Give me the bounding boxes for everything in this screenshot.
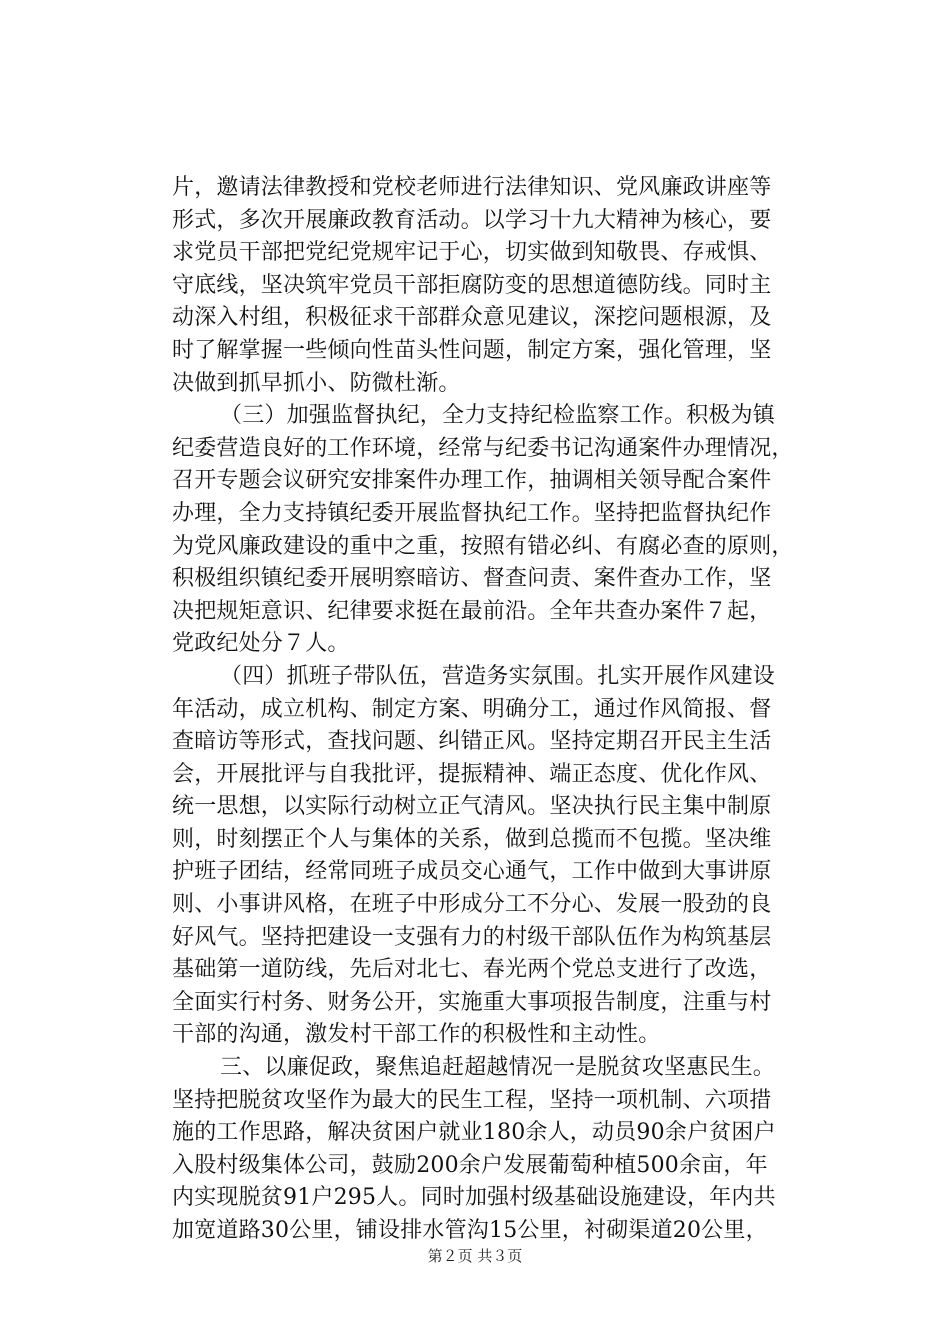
text-line: 施的工作思路，解决贫困户就业180余人，动员90余户贫困户 (172, 1120, 776, 1146)
text-line: 为党风廉政建设的重中之重，按照有错必纠、有腐必查的原则， (172, 533, 794, 559)
paragraph-start-line: （三）加强监督执纪，全力支持纪检监察工作。积极为镇 (220, 403, 776, 429)
body-text (172, 172, 796, 1248)
text-line: 片，邀请法律教授和党校老师进行法律知识、党风廉政讲座等 (172, 175, 772, 200)
text-line: 加宽道路30公里，铺设排水管沟15公里，衬砌渠道20公里， (172, 1218, 768, 1243)
text-line: 内实现脱贫91户295人。同时加强村级基础设施建设，年内共 (172, 1185, 776, 1211)
text-line: 基础第一道防线，先后对北七、春光两个党总支进行了改选， (172, 957, 772, 983)
paragraph-start-line: 三、以廉促政，聚焦追赶超越情况一是脱贫攻坚惠民生。 (220, 1055, 776, 1081)
text-line: 办理，全力支持镇纪委开展监督执纪工作。坚持把监督执纪作 (172, 500, 772, 526)
text-line: 则、小事讲风格，在班子中形成分工不分心、发展一股劲的良 (172, 892, 772, 918)
text-line: 守底线，坚决筑牢党员干部拒腐防变的思想道德防线。同时主 (172, 272, 772, 298)
text-line: 则，时刻摆正个人与集体的关系，做到总揽而不包揽。坚决维 (172, 826, 772, 852)
text-line: 好风气。坚持把建设一支强有力的村级干部队伍作为构筑基层 (172, 924, 772, 950)
text-line: 全面实行村务、财务公开，实施重大事项报告制度，注重与村 (172, 989, 772, 1015)
text-line: 形式，多次开展廉政教育活动。以学习十九大精神为核心，要 (172, 207, 772, 233)
text-line: 坚持把脱贫攻坚作为最大的民生工程，坚持一项机制、六项措 (172, 1087, 772, 1113)
text-line: 会，开展批评与自我批评，提振精神、端正态度、优化作风、 (172, 761, 772, 787)
text-line: 动深入村组，积极征求干部群众意见建议，深挖问题根源，及 (172, 305, 772, 331)
page-footer (0, 1246, 950, 1266)
text-line: 入股村级集体公司，鼓励200余户发展葡萄种植500余亩，年 (172, 1152, 768, 1178)
text-line: 党政纪处分７人。 (172, 631, 350, 657)
text-line: 护班子团结，经常同班子成员交心通气，工作中做到大事讲原 (172, 859, 772, 885)
text-line: 时了解掌握一些倾向性苗头性问题，制定方案，强化管理，坚 (172, 337, 772, 363)
text-line: 求党员干部把党纪党规牢记于心，切实做到知敬畏、存戒惧、 (172, 240, 772, 266)
text-line: 统一思想，以实际行动树立正气清风。坚决执行民主集中制原 (172, 794, 772, 820)
text-line: 积极组织镇纪委开展明察暗访、督查问责、案件查办工作，坚 (172, 566, 772, 592)
text-line: 决把规矩意识、纪律要求挺在最前沿。全年共查办案件７起， (172, 598, 772, 624)
text-line: 查暗访等形式，查找问题、纠错正风。坚持定期召开民主生活 (172, 729, 772, 755)
text-line: 年活动，成立机构、制定方案、明确分工，通过作风简报、督 (172, 696, 772, 722)
text-line: 决做到抓早抓小、防微杜渐。 (172, 370, 461, 396)
paragraph-start-line: （四）抓班子带队伍，营造务实氛围。扎实开展作风建设 (220, 663, 776, 689)
text-line: 干部的沟通，激发村干部工作的积极性和主动性。 (172, 1022, 661, 1048)
text-line: 召开专题会议研究安排案件办理工作，抽调相关领导配合案件 (172, 468, 772, 494)
page-number-label: 第２页 共３页 (427, 1247, 523, 1265)
text-line: 纪委营造良好的工作环境，经常与纪委书记沟通案件办理情况， (172, 435, 794, 461)
